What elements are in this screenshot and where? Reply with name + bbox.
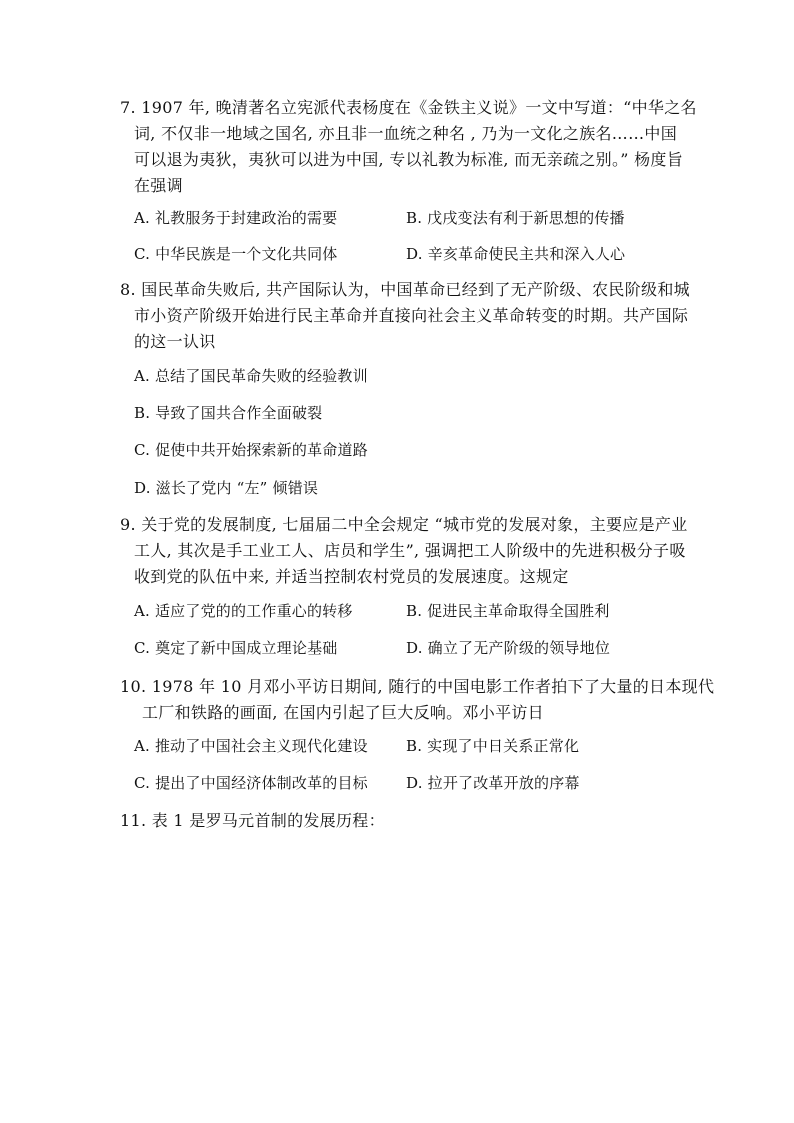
question-9 — [120, 512, 688, 657]
stem-line: 收到党的队伍中来, 并适当控制农村党员的发展速度。这规定 — [134, 567, 569, 586]
option-a: A. 推动了中国社会主义现代化建设 — [134, 737, 368, 755]
question-stem — [120, 674, 715, 726]
option-c: C. 中华民族是一个文化共同体 — [134, 245, 338, 263]
option-d: D. 辛亥革命使民主共和深入人心 — [406, 245, 626, 263]
options-row — [134, 636, 674, 660]
question-stem — [120, 512, 688, 590]
stem-line: 词, 不仅非一地域之国名, 亦且非一血统之种名 , 乃为一文化之族名……中国 — [134, 124, 678, 143]
option-a: A. 礼教服务于封建政治的需要 — [134, 209, 338, 227]
options-row — [134, 771, 674, 795]
stem-line: 7. 1907 年, 晚清著名立宪派代表杨度在《金铁主义说》一文中写道：“中华之名 — [120, 98, 697, 117]
options-row — [134, 242, 674, 266]
option-b: B. 促进民主革命取得全国胜利 — [406, 602, 610, 620]
option-c: C. 促使中共开始探索新的革命道路 — [134, 441, 368, 459]
options-row — [134, 206, 674, 230]
option-a: A. 适应了党的的工作重心的转移 — [134, 602, 353, 620]
options-row — [134, 364, 674, 388]
question-10 — [120, 674, 715, 792]
options-row — [134, 599, 674, 623]
question-8 — [120, 277, 690, 497]
stem-line: 9. 关于党的发展制度, 七届届二中全会规定 “城市党的发展对象，主要应是产业 — [120, 515, 688, 534]
stem-line: 10. 1978 年 10 月邓小平访日期间, 随行的中国电影工作者拍下了大量的日本现代 — [120, 677, 715, 696]
stem-line: 8. 国民革命失败后, 共产国际认为，中国革命已经到了无产阶级、农民阶级和城 — [120, 280, 690, 299]
question-11 — [120, 808, 680, 834]
option-c: C. 提出了中国经济体制改革的目标 — [134, 774, 368, 792]
options-row — [134, 401, 674, 425]
question-stem — [120, 95, 697, 199]
stem-line: 的这一认识 — [134, 332, 216, 351]
option-b: B. 实现了中日关系正常化 — [406, 737, 580, 755]
stem-line: 工人, 其次是手工业工人、店员和学生”, 强调把工人阶级中的先进积极分子吸 — [134, 541, 686, 560]
option-d: D. 拉开了改革开放的序幕 — [406, 774, 580, 792]
option-a: A. 总结了国民革命失败的经验教训 — [134, 367, 368, 385]
stem-line: 工厂和铁路的画面, 在国内引起了巨大反响。邓小平访日 — [142, 703, 544, 722]
stem-line: 可以退为夷狄，夷狄可以进为中国, 专以礼教为标准, 而无亲疏之别。” 杨度旨 — [134, 150, 684, 169]
stem-line: 在强调 — [134, 176, 183, 195]
option-d: D. 确立了无产阶级的领导地位 — [406, 639, 611, 657]
options-row — [134, 734, 674, 758]
option-c: C. 奠定了新中国成立理论基础 — [134, 639, 338, 657]
option-d: D. 滋长了党内 “左” 倾错误 — [134, 479, 319, 497]
question-stem — [120, 808, 680, 834]
option-b: B. 戊戌变法有利于新思想的传播 — [406, 209, 625, 227]
options-row — [134, 476, 674, 500]
option-b: B. 导致了国共合作全面破裂 — [134, 404, 323, 422]
question-stem — [120, 277, 690, 355]
question-7 — [120, 95, 697, 263]
stem-line: 市小资产阶级开始进行民主革命并直接向社会主义革命转变的时期。共产国际 — [134, 306, 689, 325]
stem-line: 11. 表 1 是罗马元首制的发展历程： — [120, 811, 385, 830]
options-row — [134, 438, 674, 462]
